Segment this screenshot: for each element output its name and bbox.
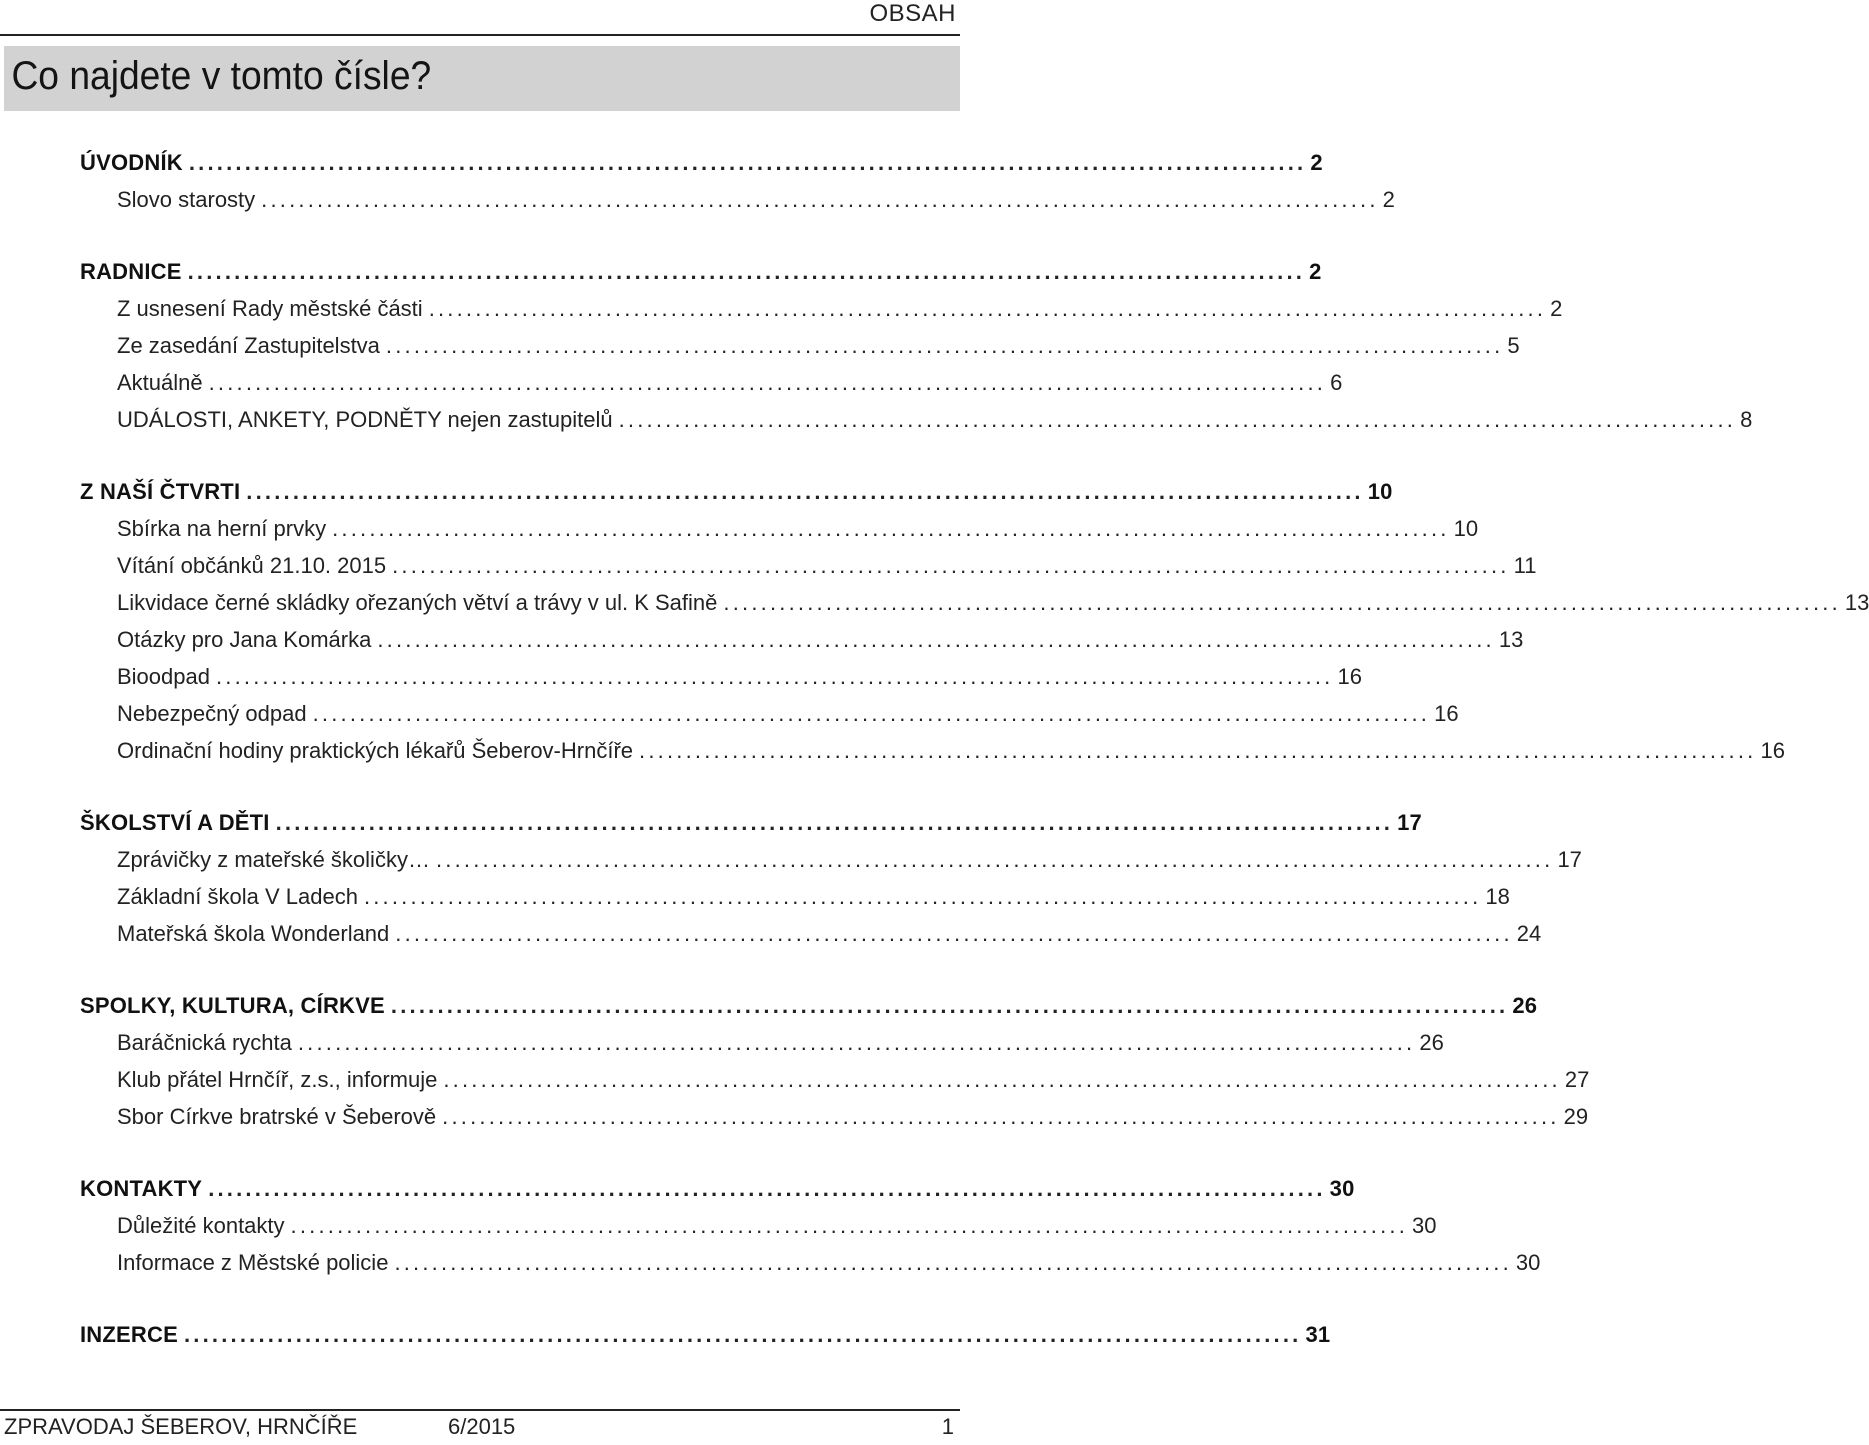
toc-item-label: Otázky pro Jana Komárka: [117, 627, 372, 652]
toc-item[interactable]: [80, 547, 1537, 584]
toc-section: [80, 987, 1590, 1135]
dot-leader: ........................................................................................................................: [442, 1104, 1560, 1129]
issue-number: 6/2015: [448, 1414, 516, 1439]
toc-item-page: 27: [1564, 1067, 1590, 1092]
toc-item[interactable]: [80, 1024, 1444, 1061]
toc-item[interactable]: [80, 658, 1362, 695]
toc-item-page: 13: [1498, 627, 1524, 652]
toc-heading-page: 17: [1397, 810, 1422, 835]
toc-item[interactable]: [80, 510, 1479, 547]
toc-item-label: Ze zasedání Zastupitelstva: [117, 333, 380, 358]
dot-leader: ........................................................................................................................: [392, 553, 1510, 578]
toc-item[interactable]: [80, 1207, 1437, 1244]
toc-heading-label: RADNICE: [80, 259, 182, 284]
toc-item-page: 30: [1412, 1213, 1437, 1238]
toc-heading[interactable]: [80, 804, 1422, 841]
toc-item-label: Vítání občánků 21.10. 2015: [117, 553, 387, 578]
toc-heading-page: 30: [1329, 1176, 1355, 1201]
page-title: Co najdete v tomto čísle?: [11, 54, 432, 98]
toc-item-label: Důležité kontakty: [117, 1213, 285, 1238]
footer: [0, 1412, 960, 1442]
dot-leader: ........................................................................................................................: [187, 259, 1306, 284]
toc-item-label: Slovo starosty: [117, 187, 256, 212]
dot-leader: ........................................................................................................................: [618, 407, 1737, 432]
toc-item[interactable]: [80, 181, 1395, 218]
toc-item[interactable]: [80, 290, 1563, 327]
table-of-contents: [80, 144, 1869, 1388]
dot-leader: ........................................................................................................................: [208, 1176, 1326, 1201]
toc-item-page: 5: [1507, 333, 1520, 358]
dot-leader: ........................................................................................................................: [395, 921, 1513, 946]
toc-heading[interactable]: [80, 1316, 1331, 1353]
toc-item-label: Mateřská škola Wonderland: [117, 921, 390, 946]
toc-item-page: 6: [1330, 370, 1343, 395]
dot-leader: ........................................................................................................................: [261, 187, 1379, 212]
toc-heading-page: 2: [1309, 259, 1322, 284]
toc-item[interactable]: [80, 915, 1542, 952]
toc-item-page: 2: [1382, 187, 1395, 212]
dot-leader: ........................................................................................................................: [723, 590, 1841, 615]
section-label: OBSAH: [869, 0, 956, 27]
toc-item-page: 17: [1557, 847, 1582, 872]
toc-item-label: Základní škola V Ladech: [117, 884, 358, 909]
toc-item-page: 13: [1844, 590, 1869, 615]
toc-item[interactable]: [80, 621, 1524, 658]
toc-section: [80, 144, 1395, 218]
toc-item-page: 16: [1760, 738, 1785, 763]
toc-section: [80, 1170, 1541, 1281]
dot-leader: ........................................................................................................................: [183, 1322, 1302, 1347]
toc-item[interactable]: [80, 695, 1459, 732]
toc-heading-label: KONTAKTY: [80, 1176, 203, 1201]
dot-leader: ........................................................................................................................: [385, 333, 1504, 358]
toc-item[interactable]: [80, 401, 1753, 438]
toc-heading-label: INZERCE: [80, 1322, 178, 1347]
toc-heading[interactable]: [80, 144, 1323, 181]
toc-item-label: Bioodpad: [117, 664, 210, 689]
toc-item-label: Z usnesení Rady městské části: [117, 296, 423, 321]
dot-leader: ........................................................................................................................: [435, 847, 1554, 872]
dot-leader: ........................................................................................................................: [428, 296, 1547, 321]
toc-item-label: Ordinační hodiny praktických lékařů Šeberov-Hrnčíře: [117, 738, 634, 763]
dot-leader: ........................................................................................................................: [639, 738, 1757, 763]
toc-heading-page: 2: [1310, 150, 1323, 175]
toc-heading-page: 10: [1367, 479, 1393, 504]
dot-leader: ........................................................................................................................: [332, 516, 1450, 541]
toc-item-page: 11: [1513, 553, 1537, 578]
title-band: [4, 46, 960, 111]
toc-item[interactable]: [80, 1244, 1541, 1281]
toc-heading-label: SPOLKY, KULTURA, CÍRKVE: [80, 993, 385, 1018]
toc-item-page: 26: [1419, 1030, 1444, 1055]
header-rule: [0, 34, 960, 36]
toc-item-label: UDÁLOSTI, ANKETY, PODNĚTY nejen zastupitelů: [117, 407, 613, 432]
page-number: 1: [941, 1414, 954, 1439]
toc-item[interactable]: [80, 878, 1510, 915]
toc-heading-label: Z NAŠÍ ČTVRTI: [80, 479, 241, 504]
toc-item-label: Klub přátel Hrnčíř, z.s., informuje: [117, 1067, 438, 1092]
toc-item-label: Likvidace černé skládky ořezaných větví a trávy v ul. K Safině: [117, 590, 718, 615]
toc-item[interactable]: [80, 327, 1520, 364]
toc-section: [80, 473, 1869, 769]
dot-leader: ........................................................................................................................: [297, 1030, 1416, 1055]
toc-item-label: Zprávičky z mateřské školičky…: [117, 847, 430, 872]
toc-item-page: 18: [1485, 884, 1510, 909]
toc-item-label: Baráčnická rychta: [117, 1030, 292, 1055]
dot-leader: ........................................................................................................................: [208, 370, 1327, 395]
toc-item[interactable]: [80, 364, 1343, 401]
dot-leader: ........................................................................................................................: [443, 1067, 1561, 1092]
dot-leader: ........................................................................................................................: [363, 884, 1482, 909]
dot-leader: ........................................................................................................................: [275, 810, 1394, 835]
toc-heading[interactable]: [80, 987, 1538, 1024]
toc-item[interactable]: [80, 1098, 1589, 1135]
toc-heading-page: 26: [1512, 993, 1538, 1018]
toc-item[interactable]: [80, 841, 1582, 878]
dot-leader: ........................................................................................................................: [377, 627, 1495, 652]
dot-leader: ........................................................................................................................: [246, 479, 1364, 504]
footer-rule: [0, 1409, 960, 1411]
toc-section: [80, 253, 1753, 438]
toc-heading-label: ÚVODNÍK: [80, 150, 183, 175]
toc-item-label: Aktuálně: [117, 370, 203, 395]
toc-item-page: 16: [1337, 664, 1362, 689]
dot-leader: ........................................................................................................................: [188, 150, 1307, 175]
toc-heading[interactable]: [80, 253, 1322, 290]
toc-item-page: 10: [1453, 516, 1479, 541]
toc-item[interactable]: [80, 1061, 1590, 1098]
dot-leader: ........................................................................................................................: [215, 664, 1334, 689]
toc-item-label: Sbor Církve bratrské v Šeberově: [117, 1104, 437, 1129]
toc-item-page: 16: [1434, 701, 1459, 726]
dot-leader: ........................................................................................................................: [390, 993, 1509, 1018]
toc-item-page: 8: [1740, 407, 1753, 432]
toc-item-page: 30: [1515, 1250, 1541, 1275]
toc-item-page: 24: [1516, 921, 1542, 946]
toc-item-page: 29: [1563, 1104, 1589, 1129]
dot-leader: ........................................................................................................................: [394, 1250, 1512, 1275]
toc-item-page: 2: [1550, 296, 1563, 321]
toc-heading-page: 31: [1305, 1322, 1331, 1347]
toc-item-label: Sbírka na herní prvky: [117, 516, 327, 541]
toc-item-label: Nebezpečný odpad: [117, 701, 307, 726]
toc-item-label: Informace z Městské policie: [117, 1250, 389, 1275]
toc-heading-label: ŠKOLSTVÍ A DĚTI: [80, 810, 270, 835]
publication-name: ZPRAVODAJ ŠEBEROV, HRNČÍŘE: [4, 1414, 358, 1439]
toc-item[interactable]: [80, 732, 1785, 769]
toc-section: [80, 1316, 1331, 1353]
toc-item[interactable]: [80, 584, 1869, 621]
toc-heading[interactable]: [80, 473, 1393, 510]
toc-section: [80, 804, 1582, 952]
dot-leader: ........................................................................................................................: [312, 701, 1431, 726]
dot-leader: ........................................................................................................................: [290, 1213, 1409, 1238]
toc-heading[interactable]: [80, 1170, 1355, 1207]
